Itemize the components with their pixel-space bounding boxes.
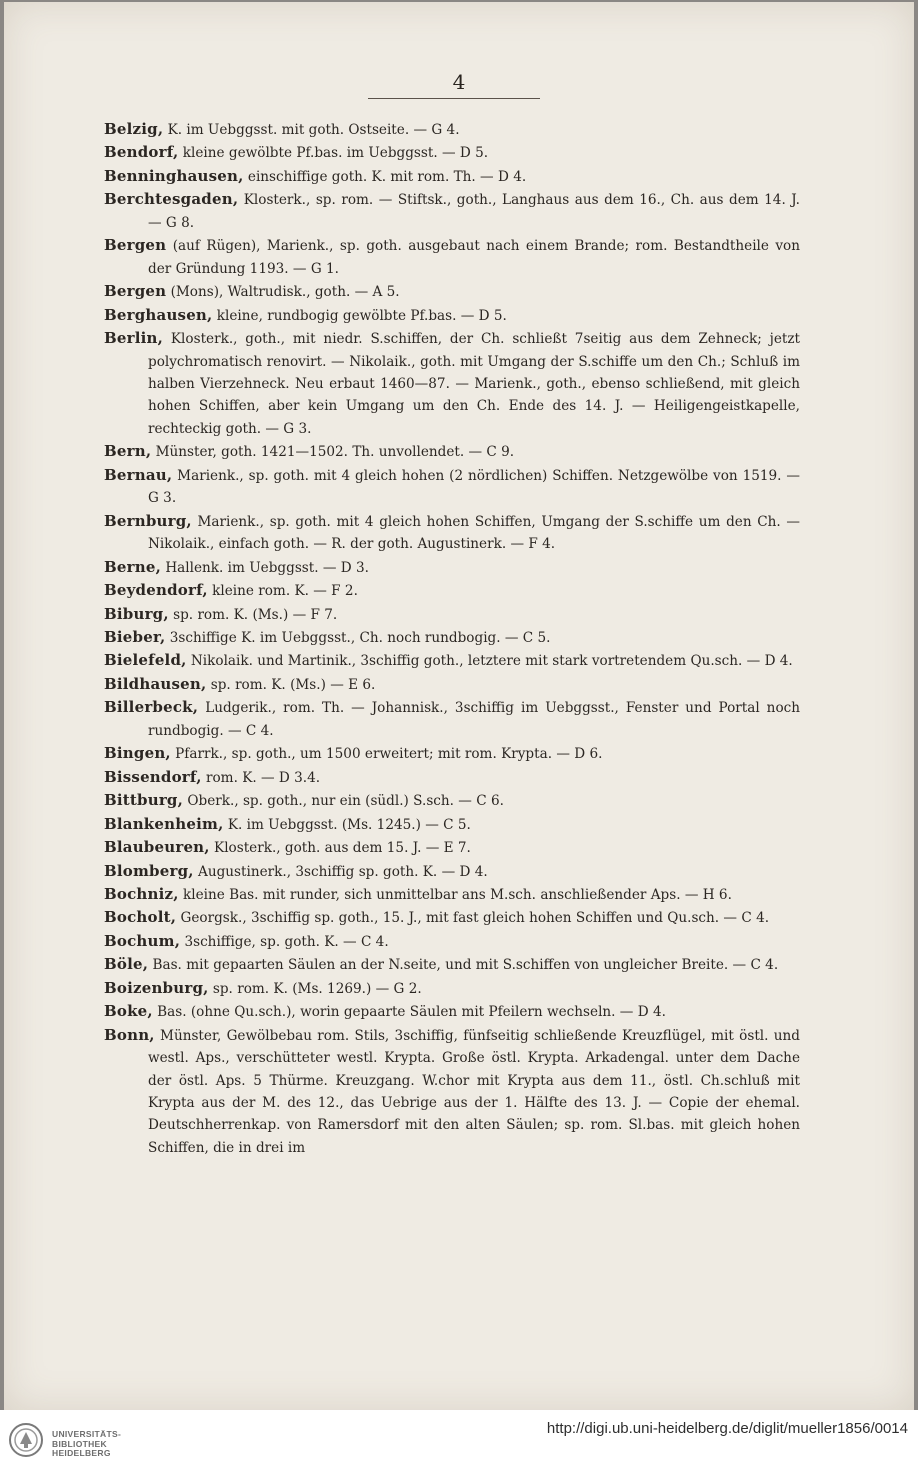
entry-text: Pfarrk., sp. goth., um 1500 erweitert; mit rom. Krypta. — D 6. bbox=[170, 746, 603, 763]
entry-text: einschiffige goth. K. mit rom. Th. — D 4. bbox=[243, 168, 527, 185]
entry-headword: Berne, bbox=[104, 557, 161, 576]
entry-text: Augustinerk., 3schiffig sp. goth. K. — D 4. bbox=[193, 863, 488, 880]
entry bbox=[104, 626, 800, 649]
entry-text: sp. rom. K. (Ms.) — F 7. bbox=[168, 606, 338, 623]
entry-headword: Bielefeld, bbox=[104, 651, 187, 670]
entry-headword: Bergen bbox=[104, 282, 167, 301]
entry-headword: Bochum, bbox=[104, 931, 181, 950]
entry-text: Marienk., sp. goth. mit 4 gleich hohen (2 nördlichen) Schiffen. Netzgewölbe von 1519. — G 3. bbox=[148, 467, 800, 507]
entry bbox=[104, 234, 800, 280]
entry-text: (Mons), Waltrudisk., goth. — A 5. bbox=[166, 284, 400, 301]
entry-text: Bas. mit gepaarten Säulen an der N.seite, und mit S.schiffen von ungleicher Breite. — C 4. bbox=[148, 957, 779, 974]
entry-text: Bas. (ohne Qu.sch.), worin gepaarte Säulen mit Pfeilern wechseln. — D 4. bbox=[152, 1004, 666, 1021]
entry-text: kleine gewölbte Pf.bas. im Uebggsst. — D 5. bbox=[178, 145, 489, 162]
university-seal-icon bbox=[8, 1422, 44, 1458]
entry-headword: Biburg, bbox=[104, 604, 169, 623]
entry-text: kleine rom. K. — F 2. bbox=[207, 583, 358, 600]
entry-headword: Bissendorf, bbox=[104, 767, 202, 786]
entry bbox=[104, 953, 800, 976]
institution-line: HEIDELBERG bbox=[52, 1448, 111, 1458]
viewer-footer bbox=[0, 1410, 918, 1478]
entry bbox=[104, 327, 800, 440]
entry-headword: Bittburg, bbox=[104, 791, 184, 810]
entry-headword: Bern, bbox=[104, 442, 152, 461]
institution-line: BIBLIOTHEK bbox=[52, 1438, 107, 1449]
entry-headword: Berlin, bbox=[104, 329, 164, 348]
entry bbox=[104, 304, 800, 327]
entry-text: Hallenk. im Uebggsst. — D 3. bbox=[161, 559, 369, 576]
entry-text: 3schiffige, sp. goth. K. — C 4. bbox=[180, 933, 389, 950]
entry-text: sp. rom. K. (Ms.) — E 6. bbox=[206, 676, 376, 693]
entry bbox=[104, 930, 800, 953]
entry bbox=[104, 673, 800, 696]
entry bbox=[104, 813, 800, 836]
entry bbox=[104, 977, 800, 1000]
entry-text: kleine, rundbogig gewölbte Pf.bas. — D 5. bbox=[212, 307, 507, 324]
entry-text: Klosterk., goth., mit niedr. S.schiffen, der Ch. schließt 7seitig aus dem Zehneck; jetzt polychromatisch renovirt. — Nikolaik., goth. mit Umgang der S.schiffe um den Ch.; Schluß im halben Vierzehneck. Neu erbaut 1460—87. — Marienk., goth., ebenso schließend, mit gleich hohen Schiffen, aber kein Umgang um den Ch. Ende des 14. J. — Heiligengeistkapelle, rechteckig goth. — G 3. bbox=[148, 331, 800, 437]
entry-headword: Bochniz, bbox=[104, 884, 179, 903]
entry-headword: Beydendorf, bbox=[104, 581, 208, 600]
entry bbox=[104, 836, 800, 859]
entry-text: 3schiffige K. im Uebggsst., Ch. noch rundbogig. — C 5. bbox=[165, 629, 551, 646]
entry bbox=[104, 141, 800, 164]
entry bbox=[104, 696, 800, 742]
entry-text: (auf Rügen), Marienk., sp. goth. ausgebaut nach einem Brande; rom. Bestandtheile von der Gründung 1193. — G 1. bbox=[148, 238, 800, 277]
entry-text: Ludgerik., rom. Th. — Johannisk., 3schiffig im Uebggsst., Fenster und Portal noch rundbogig. — C 4. bbox=[148, 700, 800, 739]
entry bbox=[104, 440, 800, 463]
entry-headword: Bingen, bbox=[104, 744, 171, 763]
entry-headword: Bernau, bbox=[104, 465, 173, 484]
entry-headword: Berchtesgaden, bbox=[104, 190, 239, 209]
entry-headword: Boke, bbox=[104, 1002, 153, 1021]
entry-text: Klosterk., sp. rom. — Stiftsk., goth., Langhaus aus dem 16., Ch. aus dem 14. J. — G 8. bbox=[148, 192, 800, 231]
entry-text: sp. rom. K. (Ms. 1269.) — G 2. bbox=[208, 980, 422, 997]
entry bbox=[104, 280, 800, 303]
entry bbox=[104, 860, 800, 883]
entry bbox=[104, 579, 800, 602]
entry-text: Münster, goth. 1421—1502. Th. unvollendet. — C 9. bbox=[151, 444, 515, 461]
entry-headword: Belzig, bbox=[104, 120, 164, 138]
institution-line: UNIVERSITÄTS- bbox=[52, 1429, 122, 1439]
entry-headword: Blankenheim, bbox=[104, 814, 224, 833]
entry-headword: Boizenburg, bbox=[104, 978, 209, 997]
entry-headword: Bernburg, bbox=[104, 511, 192, 530]
entry bbox=[104, 118, 800, 141]
entry-text: kleine Bas. mit runder, sich unmittelbar ans M.sch. anschließender Aps. — H 6. bbox=[178, 886, 732, 903]
entry bbox=[104, 556, 800, 579]
entry bbox=[104, 649, 800, 672]
entry bbox=[104, 906, 800, 929]
entry bbox=[104, 883, 800, 906]
entry bbox=[104, 165, 800, 188]
entry-headword: Blomberg, bbox=[104, 861, 194, 880]
entry-text: Klosterk., goth. aus dem 15. J. — E 7. bbox=[209, 840, 471, 857]
entry-headword: Bildhausen, bbox=[104, 674, 207, 693]
entry-headword: Bendorf, bbox=[104, 143, 179, 162]
entry-headword: Bergen bbox=[104, 236, 167, 255]
entry-headword: Berghausen, bbox=[104, 305, 213, 324]
entry-headword: Billerbeck, bbox=[104, 698, 199, 717]
entry-headword: Böle, bbox=[104, 955, 149, 974]
entry-text: Nikolaik. und Martinik., 3schiffig goth., letztere mit stark vortretendem Qu.sch. — D 4. bbox=[186, 653, 793, 670]
entry bbox=[104, 603, 800, 626]
entry bbox=[104, 188, 800, 234]
entry bbox=[104, 742, 800, 765]
entry-headword: Benninghausen, bbox=[104, 166, 244, 185]
entry-text: K. im Uebggsst. mit goth. Ostseite. — G 4. bbox=[163, 122, 460, 138]
entry-headword: Blaubeuren, bbox=[104, 838, 210, 857]
page-number: 4 bbox=[452, 70, 466, 94]
source-url-link[interactable]: http://digi.ub.uni-heidelberg.de/diglit/mueller1856/0014 bbox=[546, 1420, 908, 1437]
entry bbox=[104, 766, 800, 789]
entry-text: K. im Uebggsst. (Ms. 1245.) — C 5. bbox=[223, 816, 471, 833]
entry bbox=[104, 464, 800, 510]
entry-headword: Bonn, bbox=[104, 1025, 155, 1044]
entry-list bbox=[104, 118, 800, 1159]
book-page bbox=[4, 2, 914, 1410]
institution-name bbox=[52, 1430, 121, 1459]
entry-text: Münster, Gewölbebau rom. Stils, 3schiffig, fünfseitig schließende Kreuzflügel, mit östl. und westl. Aps., verschütteter westl. Krypta. Große östl. Krypta. Arkadengal. unter dem Dache der östl. Aps. 5 Thürme. Kreuzgang. W.chor mit Krypta aus dem 11., östl. Ch.schluß mit Krypta aus der M. des 12., das Uebrige aus der 1. Hälfte des 13. J. — Copie der ehemal. Deutschherrenkap. von Ramersdorf mit den alten Säulen; sp. rom. Sl.bas. mit gleich hohen Schiffen, die in drei im bbox=[148, 1027, 800, 1156]
entry-text: Marienk., sp. goth. mit 4 gleich hohen Schiffen, Umgang der S.schiffe um den Ch. — Nikolaik., einfach goth. — R. der goth. Augustinerk. — F 4. bbox=[148, 513, 800, 553]
entry-headword: Bocholt, bbox=[104, 908, 177, 927]
entry-text: rom. K. — D 3.4. bbox=[201, 769, 321, 786]
entry-headword: Bieber, bbox=[104, 627, 166, 646]
entry-text: Oberk., sp. goth., nur ein (südl.) S.sch. — C 6. bbox=[183, 793, 504, 810]
entry bbox=[104, 1024, 800, 1160]
entry-text: Georgsk., 3schiffig sp. goth., 15. J., mit fast gleich hohen Schiffen und Qu.sch. — C 4. bbox=[176, 910, 770, 927]
entry bbox=[104, 510, 800, 556]
header-rule bbox=[368, 98, 540, 99]
entry bbox=[104, 789, 800, 812]
entry bbox=[104, 1000, 800, 1023]
